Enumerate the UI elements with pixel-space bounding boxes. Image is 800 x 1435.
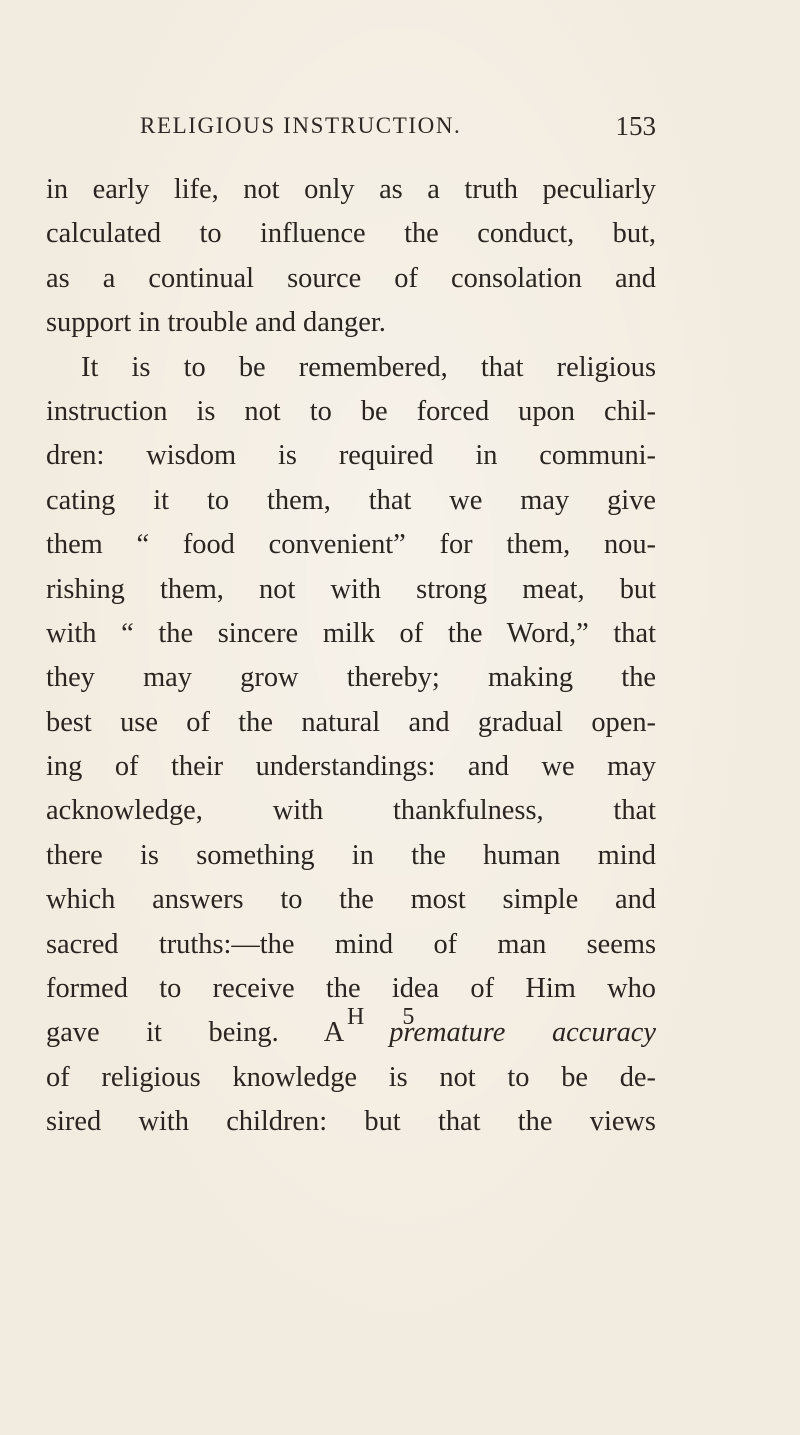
text-line-3: as a continual source of consolation and — [46, 262, 656, 294]
text-line-5: It is to be remembered, that religious — [81, 351, 656, 383]
text-line-17: which answers to the most simple and — [46, 884, 656, 916]
text-line-6: instruction is not to be forced upon chil- — [46, 395, 656, 427]
text-line-11: with “ the sincere milk of the Word,” that — [46, 617, 656, 649]
running-title: RELIGIOUS INSTRUCTION. — [140, 113, 462, 138]
text-line-12: they may grow thereby; making the — [46, 662, 656, 694]
text-line-18: sacred truths:—the mind of man seems — [46, 928, 656, 960]
text-line-19: formed to receive the idea of Him who — [46, 973, 656, 1005]
text-line-22: sired with children: but that the views — [46, 1106, 656, 1138]
text-line-15: acknowledge, with thankfulness, that — [46, 795, 656, 827]
text-line-4: support in trouble and danger. — [46, 307, 386, 339]
text-line-20-prefix: gave it being. A — [46, 1017, 343, 1049]
signature-mark: H 5 — [347, 1004, 431, 1030]
text-line-21: of religious knowledge is not to be de- — [46, 1061, 656, 1093]
text-line-1: in early life, not only as a truth peculiarly — [46, 174, 656, 205]
text-line-20-italic: premature accuracy — [389, 1017, 656, 1049]
text-line-7: dren: wisdom is required in communi- — [46, 440, 656, 472]
body-text — [46, 168, 656, 1145]
text-line-2: calculated to influence the conduct, but, — [46, 218, 656, 250]
text-line-16: there is something in the human mind — [46, 839, 656, 871]
text-line-14: ing of their understandings: and we may — [46, 751, 656, 783]
text-line-8: cating it to them, that we may give — [46, 484, 656, 516]
running-head — [140, 113, 656, 153]
page-number: 153 — [615, 111, 656, 141]
text-line-10: rishing them, not with strong meat, but — [46, 573, 656, 605]
text-line-13: best use of the natural and gradual open- — [46, 706, 656, 738]
text-line-9: them “ food convenient” for them, nou- — [46, 529, 656, 561]
